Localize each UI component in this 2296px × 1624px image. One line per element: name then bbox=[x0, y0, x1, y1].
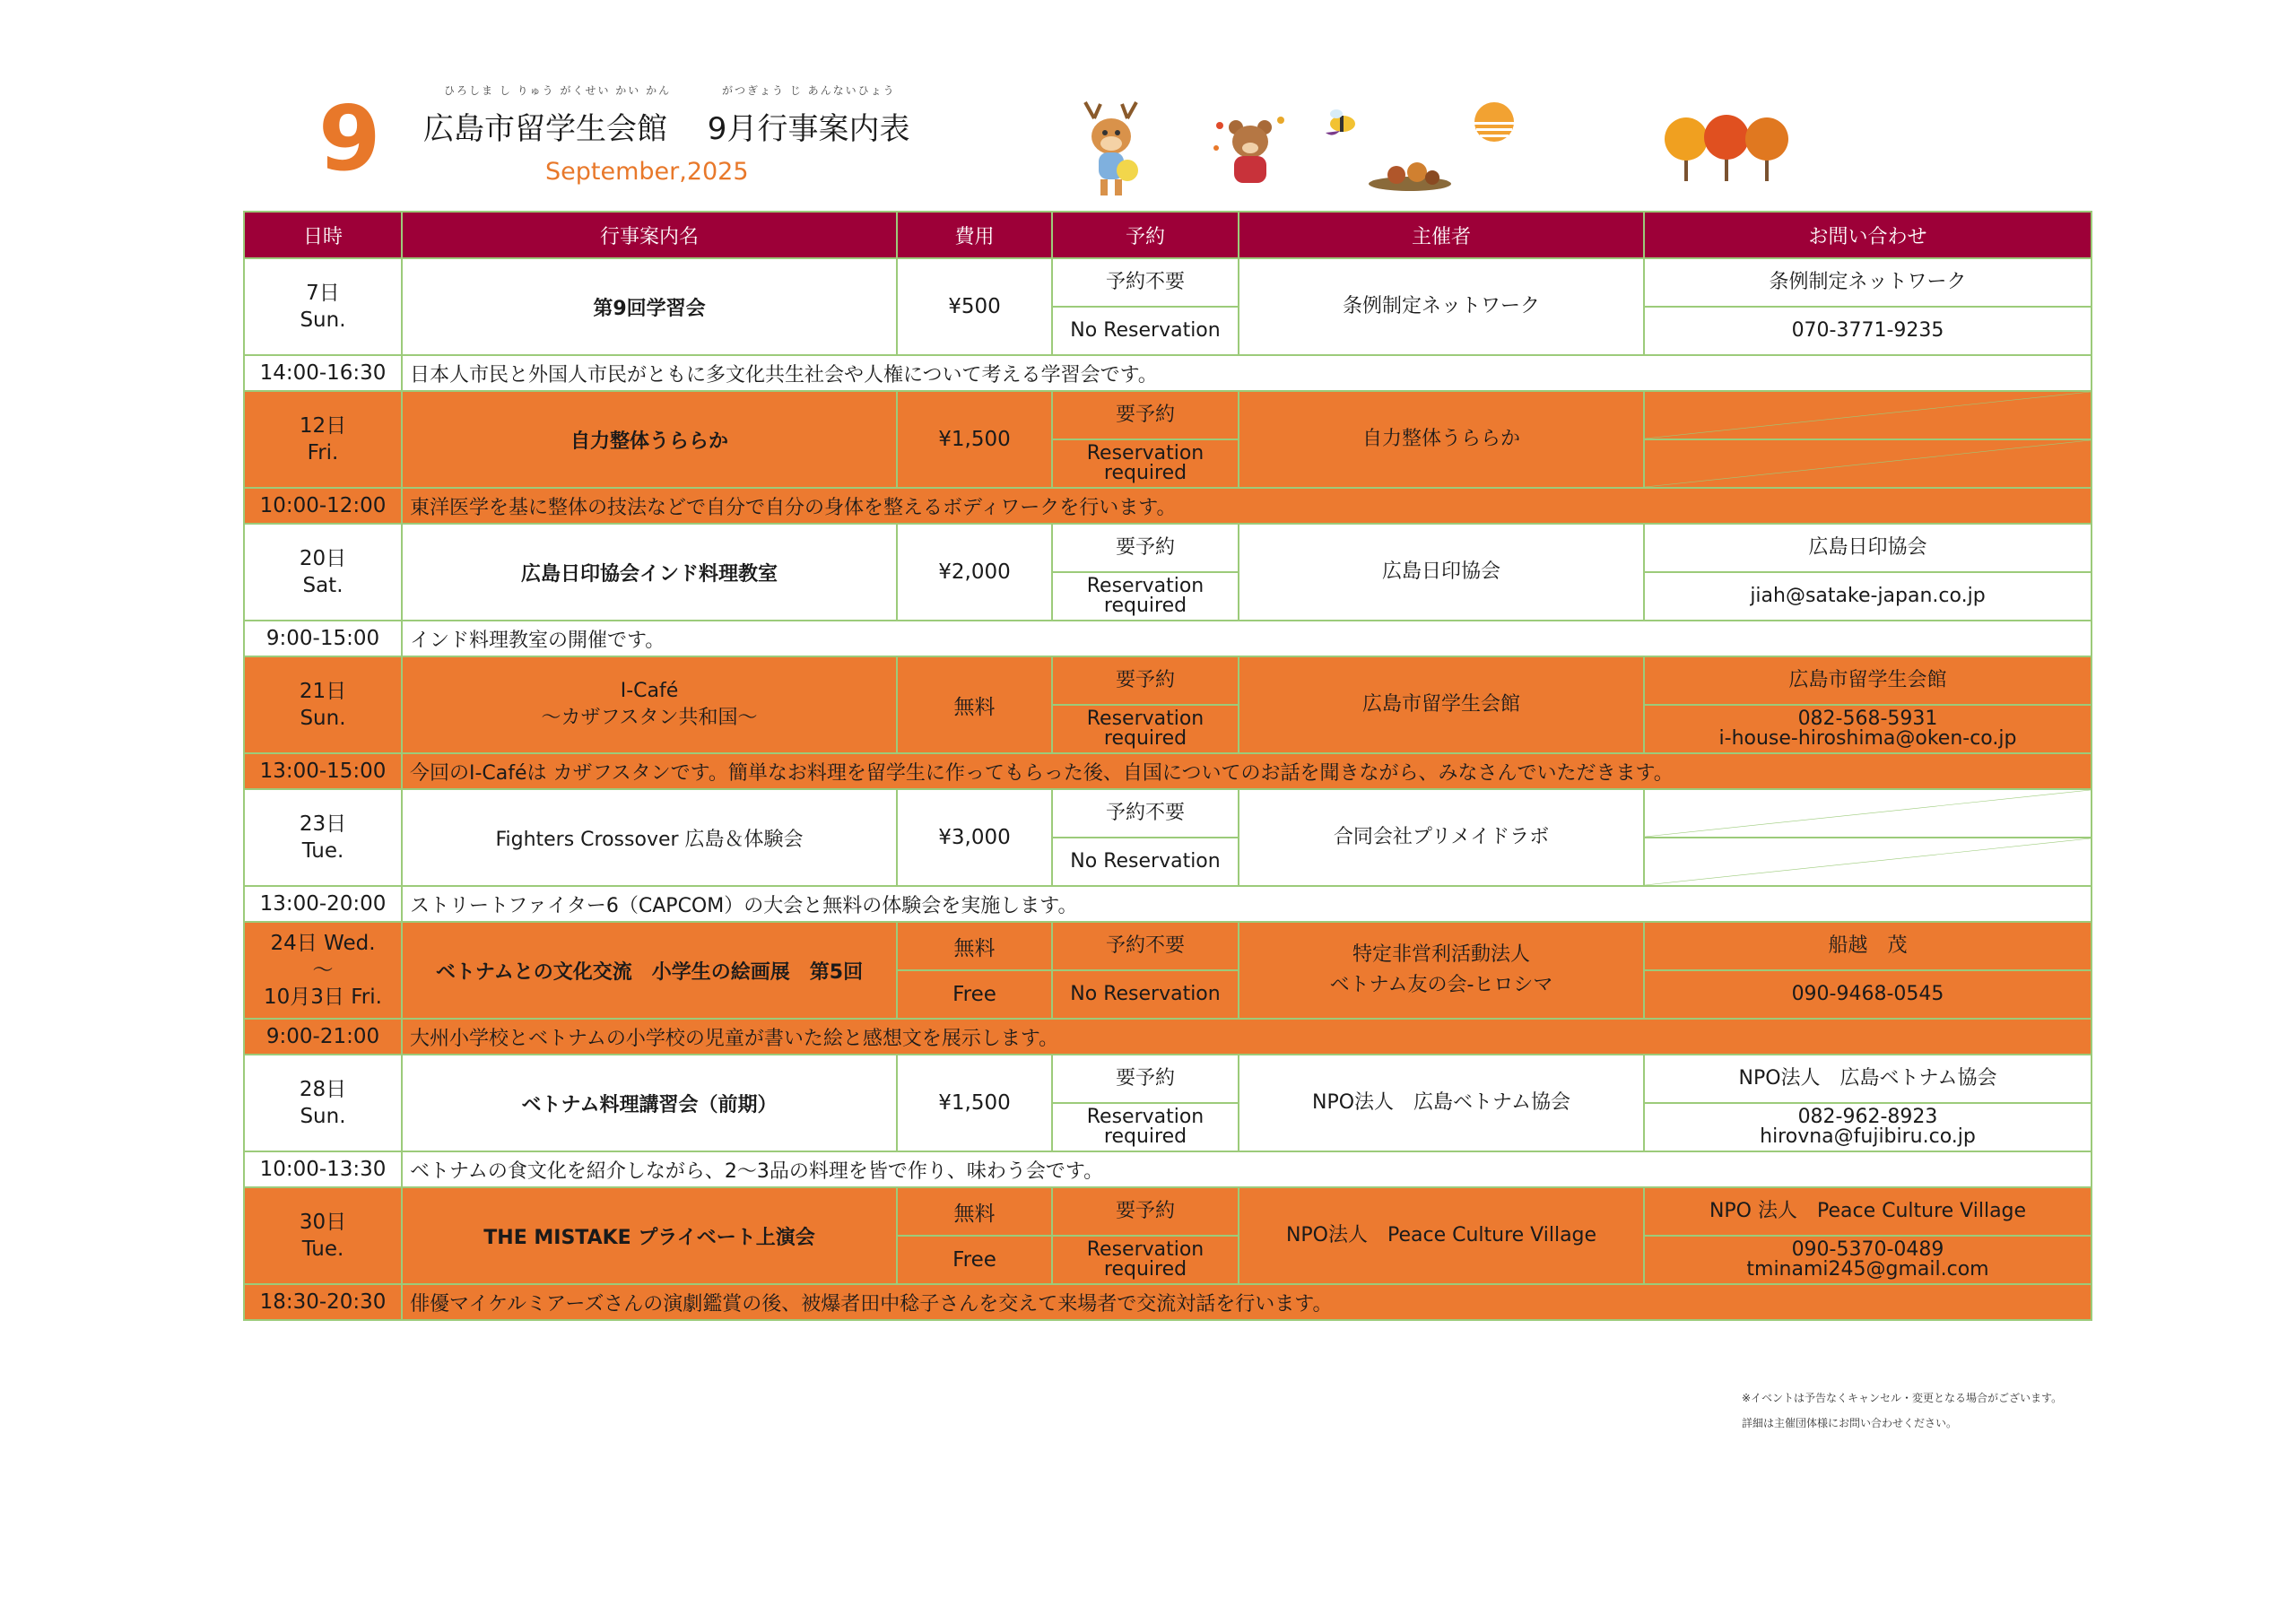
event-time-row bbox=[244, 753, 2092, 789]
header-reservation: 予約 bbox=[1052, 212, 1239, 258]
event-time: 10:00-13:30 bbox=[244, 1151, 402, 1187]
reservation-ja: 予約不要 bbox=[1052, 789, 1239, 838]
event-schedule-table bbox=[243, 211, 2092, 1321]
event-row bbox=[244, 1187, 2092, 1236]
contact-email: tminami245@gmail.com bbox=[1746, 1258, 1989, 1281]
contact-phone: 090-5370-0489 bbox=[1791, 1238, 1944, 1261]
event-fee: 無料 bbox=[897, 922, 1052, 970]
footnotes bbox=[1742, 1385, 2062, 1436]
header-contact: お問い合わせ bbox=[1644, 212, 2092, 258]
event-time-row bbox=[244, 355, 2092, 391]
event-name: 広島日印協会インド料理教室 bbox=[402, 524, 897, 621]
event-fee-en: Free bbox=[897, 970, 1052, 1019]
event-fee: ¥500 bbox=[897, 258, 1052, 355]
title-ruby: ひろしま し りゅう がくせい かい かん bbox=[444, 84, 672, 97]
contact-phone: 070-3771-9235 bbox=[1644, 307, 2092, 355]
event-name: Fighters Crossover 広島＆体験会 bbox=[402, 789, 897, 886]
event-name-line1: I-Café bbox=[620, 680, 679, 702]
contact-name: 条例制定ネットワーク bbox=[1644, 258, 2092, 307]
contact-name: 広島市留学生会館 bbox=[1644, 656, 2092, 705]
contact-email: hirovna@fujibiru.co.jp bbox=[1760, 1125, 1976, 1148]
contact-email: jiah@satake-japan.co.jp bbox=[1644, 572, 2092, 621]
event-name-line2: ～カザフスタン共和国～ bbox=[541, 707, 758, 729]
organizer-line2: ベトナム友の会-ヒロシマ bbox=[1329, 974, 1553, 996]
event-fee: ¥1,500 bbox=[897, 391, 1052, 488]
contact-name: 広島日印協会 bbox=[1644, 524, 2092, 572]
reservation-ja: 要予約 bbox=[1052, 656, 1239, 705]
event-day-end: 10月3日 Fri. bbox=[264, 986, 382, 1009]
event-description: 今回のI-Caféは カザフスタンです。簡単なお料理を留学生に作ってもらった後、自国についてのお話を聞きながら、みなさんでいただきます。 bbox=[402, 753, 2092, 789]
event-row bbox=[244, 258, 2092, 307]
event-description: インド料理教室の開催です。 bbox=[402, 621, 2092, 656]
event-fee: ¥1,500 bbox=[897, 1055, 1052, 1151]
event-organizer bbox=[1239, 922, 1644, 1019]
event-name: 第9回学習会 bbox=[402, 258, 897, 355]
event-description: 大州小学校とベトナムの小学校の児童が書いた絵と感想文を展示します。 bbox=[402, 1019, 2092, 1055]
contact-empty bbox=[1644, 789, 2092, 838]
contact-phone-email bbox=[1644, 1236, 2092, 1284]
event-name: ベトナム料理講習会（前期） bbox=[402, 1055, 897, 1151]
contact-phone: 082-568-5931 bbox=[1797, 708, 1938, 730]
reservation-ja: 予約不要 bbox=[1052, 258, 1239, 307]
event-weekday: Sun. bbox=[300, 707, 346, 730]
event-description: 日本人市民と外国人市民がともに多文化共生社会や人権について考える学習会です。 bbox=[402, 355, 2092, 391]
event-organizer: 合同会社プリメイドラボ bbox=[1239, 789, 1644, 886]
event-time: 13:00-15:00 bbox=[244, 753, 402, 789]
event-description: 東洋医学を基に整体の技法などで自分で自分の身体を整えるボディワークを行います。 bbox=[402, 488, 2092, 524]
contact-phone-email bbox=[1644, 1103, 2092, 1151]
reservation-ja: 要予約 bbox=[1052, 1187, 1239, 1236]
event-day: 28日 bbox=[299, 1078, 347, 1101]
event-time-row bbox=[244, 886, 2092, 922]
contact-email: i-house-hiroshima@oken-co.jp bbox=[1718, 727, 2017, 750]
event-time: 18:30-20:30 bbox=[244, 1284, 402, 1320]
month-number: 9 bbox=[318, 86, 381, 191]
contact-empty bbox=[1644, 391, 2092, 439]
event-day: 12日 bbox=[299, 414, 347, 438]
footnote-line1: ※イベントは予告なくキャンセル・変更となる場合がございます。 bbox=[1742, 1392, 2063, 1404]
event-time: 10:00-12:00 bbox=[244, 488, 402, 524]
contact-phone-email bbox=[1644, 705, 2092, 753]
header-event-name: 行事案内名 bbox=[402, 212, 897, 258]
event-organizer: NPO法人 Peace Culture Village bbox=[1239, 1187, 1644, 1284]
page-title: 広島市留学生会館 9月行事案内表 bbox=[423, 111, 910, 147]
event-time: 13:00-20:00 bbox=[244, 886, 402, 922]
contact-name: NPO 法人 Peace Culture Village bbox=[1644, 1187, 2092, 1236]
event-day: 20日 bbox=[299, 547, 347, 570]
contact-empty bbox=[1644, 439, 2092, 488]
event-organizer: 広島市留学生会館 bbox=[1239, 656, 1644, 753]
contact-name: 船越 茂 bbox=[1644, 922, 2092, 970]
contact-name: NPO法人 広島ベトナム協会 bbox=[1644, 1055, 2092, 1103]
table-header-row bbox=[244, 212, 2092, 258]
event-weekday: Sat. bbox=[302, 574, 344, 597]
event-time-row bbox=[244, 488, 2092, 524]
bear-mascot-icon bbox=[1209, 108, 1290, 193]
event-day: 24日 Wed. bbox=[270, 932, 376, 955]
event-time-row bbox=[244, 621, 2092, 656]
reservation-en: Reservation required bbox=[1052, 705, 1239, 753]
reservation-en: Reservation required bbox=[1052, 572, 1239, 621]
event-row bbox=[244, 391, 2092, 439]
bee-icon bbox=[1320, 106, 1365, 142]
event-row bbox=[244, 922, 2092, 970]
event-time: 14:00-16:30 bbox=[244, 355, 402, 391]
event-day: 21日 bbox=[299, 680, 347, 703]
event-row bbox=[244, 656, 2092, 705]
title-ruby-2: がつぎょう じ あんないひょう bbox=[722, 84, 896, 97]
event-date bbox=[244, 922, 402, 1019]
organizer-line1: 特定非営利活動法人 bbox=[1352, 943, 1530, 966]
event-weekday: Tue. bbox=[301, 1238, 344, 1261]
contact-empty bbox=[1644, 838, 2092, 886]
event-weekday: Sun. bbox=[300, 1105, 346, 1128]
event-description: ストリートファイター6（CAPCOM）の大会と無料の体験会を実施します。 bbox=[402, 886, 2092, 922]
event-time-row bbox=[244, 1151, 2092, 1187]
event-day: 23日 bbox=[299, 812, 347, 836]
reservation-en: Reservation required bbox=[1052, 1236, 1239, 1284]
event-date bbox=[244, 258, 402, 355]
event-organizer: 自力整体うららか bbox=[1239, 391, 1644, 488]
event-time: 9:00-15:00 bbox=[244, 621, 402, 656]
reservation-en: No Reservation bbox=[1052, 307, 1239, 355]
event-description: 俳優マイケルミアーズさんの演劇鑑賞の後、被爆者田中稔子さんを交えて来場者で交流対話を行います。 bbox=[402, 1284, 2092, 1320]
event-organizer: 条例制定ネットワーク bbox=[1239, 258, 1644, 355]
event-description: ベトナムの食文化を紹介しながら、2～3品の料理を皆で作り、味わう会です。 bbox=[402, 1151, 2092, 1187]
deer-mascot-icon bbox=[1072, 100, 1152, 199]
event-name: 自力整体うららか bbox=[402, 391, 897, 488]
contact-phone: 082-962-8923 bbox=[1797, 1106, 1938, 1128]
event-row bbox=[244, 789, 2092, 838]
event-weekday: Fri. bbox=[307, 441, 339, 465]
event-date bbox=[244, 1187, 402, 1284]
event-weekday: Tue. bbox=[301, 839, 344, 863]
reservation-en: Reservation required bbox=[1052, 1103, 1239, 1151]
event-fee-en: Free bbox=[897, 1236, 1052, 1284]
event-name bbox=[402, 656, 897, 753]
reservation-ja: 要予約 bbox=[1052, 524, 1239, 572]
event-date bbox=[244, 789, 402, 886]
footnote-line2: 詳細は主催団体様にお問い合わせください。 bbox=[1742, 1417, 1958, 1429]
sunset-icon bbox=[1471, 100, 1518, 145]
reservation-en: Reservation required bbox=[1052, 439, 1239, 488]
event-fee: 無料 bbox=[897, 656, 1052, 753]
event-date bbox=[244, 1055, 402, 1151]
reservation-ja: 要予約 bbox=[1052, 1055, 1239, 1103]
event-fee: 無料 bbox=[897, 1187, 1052, 1236]
event-time-row bbox=[244, 1019, 2092, 1055]
header-date: 日時 bbox=[244, 212, 402, 258]
reservation-en: No Reservation bbox=[1052, 838, 1239, 886]
contact-phone: 090-9468-0545 bbox=[1644, 970, 2092, 1019]
reservation-en: No Reservation bbox=[1052, 970, 1239, 1019]
event-organizer: 広島日印協会 bbox=[1239, 524, 1644, 621]
autumn-food-icon bbox=[1365, 152, 1455, 193]
event-time-row bbox=[244, 1284, 2092, 1320]
event-fee: ¥2,000 bbox=[897, 524, 1052, 621]
event-date bbox=[244, 524, 402, 621]
event-day: 7日 bbox=[306, 282, 340, 305]
event-date bbox=[244, 391, 402, 488]
event-name: ベトナムとの文化交流 小学生の絵画展 第5回 bbox=[402, 922, 897, 1019]
event-row bbox=[244, 524, 2092, 572]
event-date-range-separator: ～ bbox=[312, 959, 334, 982]
header-fee: 費用 bbox=[897, 212, 1052, 258]
event-time: 9:00-21:00 bbox=[244, 1019, 402, 1055]
event-row bbox=[244, 1055, 2092, 1103]
event-fee: ¥3,000 bbox=[897, 789, 1052, 886]
event-weekday: Sun. bbox=[300, 308, 346, 332]
header-organizer: 主催者 bbox=[1239, 212, 1644, 258]
event-date bbox=[244, 656, 402, 753]
event-day: 30日 bbox=[299, 1211, 347, 1234]
reservation-ja: 要予約 bbox=[1052, 391, 1239, 439]
page-subtitle: September,2025 bbox=[545, 158, 749, 186]
event-name: THE MISTAKE プライベート上演会 bbox=[402, 1187, 897, 1284]
autumn-trees-icon bbox=[1664, 112, 1789, 184]
event-organizer: NPO法人 広島ベトナム協会 bbox=[1239, 1055, 1644, 1151]
reservation-ja: 予約不要 bbox=[1052, 922, 1239, 970]
